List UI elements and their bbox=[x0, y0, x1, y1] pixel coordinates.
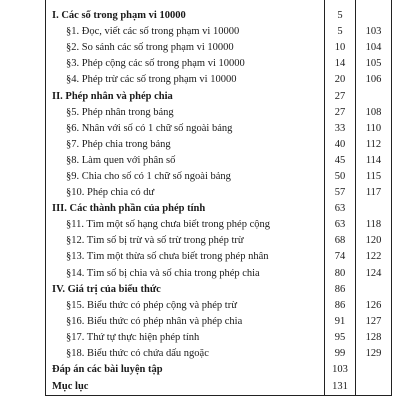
toc-page-number: 68 bbox=[325, 233, 356, 249]
toc-lesson-row bbox=[46, 153, 392, 169]
toc-answer-page-number: 124 bbox=[356, 266, 392, 282]
toc-page-number: 33 bbox=[325, 121, 356, 137]
toc-page-number: 5 bbox=[325, 8, 356, 24]
toc-entry-title: §11. Tìm một số hạng chưa biết trong phép cộng bbox=[46, 217, 325, 233]
toc-page-number: 91 bbox=[325, 314, 356, 330]
toc-page-number: 99 bbox=[325, 346, 356, 362]
toc-page-number: 27 bbox=[325, 105, 356, 121]
toc-section-row bbox=[46, 362, 392, 378]
toc-answer-page-number: 114 bbox=[356, 153, 392, 169]
table-of-contents bbox=[45, 0, 392, 396]
toc-gap-cell bbox=[46, 0, 325, 8]
toc-answer-page-number: 128 bbox=[356, 330, 392, 346]
toc-body bbox=[46, 0, 392, 396]
toc-entry-title: §14. Tìm số bị chia và số chia trong phép chia bbox=[46, 266, 325, 282]
toc-lesson-row bbox=[46, 72, 392, 88]
toc-entry-title: I. Các số trong phạm vi 10000 bbox=[46, 8, 325, 24]
toc-lesson-row bbox=[46, 185, 392, 201]
toc-answer-page-number: 112 bbox=[356, 137, 392, 153]
toc-entry-title: §8. Làm quen với phân số bbox=[46, 153, 325, 169]
toc-answer-page-number: 106 bbox=[356, 72, 392, 88]
toc-lesson-row bbox=[46, 217, 392, 233]
toc-answer-page-number: 110 bbox=[356, 121, 392, 137]
toc-page-number: 5 bbox=[325, 24, 356, 40]
toc-section-row bbox=[46, 88, 392, 104]
toc-entry-title: §6. Nhân với số có 1 chữ số ngoài bảng bbox=[46, 121, 325, 137]
toc-page-number: 40 bbox=[325, 137, 356, 153]
toc-section-row bbox=[46, 8, 392, 24]
toc-lesson-row bbox=[46, 121, 392, 137]
toc-gap-cell bbox=[325, 0, 356, 8]
toc-gap-cell bbox=[356, 0, 392, 8]
toc-entry-title: §15. Biểu thức có phép cộng và phép trừ bbox=[46, 298, 325, 314]
toc-entry-title: IV. Giá trị của biểu thức bbox=[46, 282, 325, 298]
toc-entry-title: §12. Tìm số bị trừ và số trừ trong phép trừ bbox=[46, 233, 325, 249]
toc-lesson-row bbox=[46, 56, 392, 72]
toc-answer-page-number: 122 bbox=[356, 249, 392, 265]
toc-answer-page-number: 127 bbox=[356, 314, 392, 330]
toc-answer-page-number bbox=[356, 8, 392, 24]
toc-page-number: 95 bbox=[325, 330, 356, 346]
toc-answer-page-number: 118 bbox=[356, 217, 392, 233]
toc-lesson-row bbox=[46, 266, 392, 282]
toc-lesson-row bbox=[46, 105, 392, 121]
toc-entry-title: §3. Phép cộng các số trong phạm vi 10000 bbox=[46, 56, 325, 72]
toc-section-row bbox=[46, 378, 392, 396]
toc-page-number: 10 bbox=[325, 40, 356, 56]
toc-lesson-row bbox=[46, 298, 392, 314]
toc-lesson-row bbox=[46, 330, 392, 346]
toc-page-number: 14 bbox=[325, 56, 356, 72]
toc-page-number: 80 bbox=[325, 266, 356, 282]
toc-answer-page-number bbox=[356, 201, 392, 217]
toc-page-number: 63 bbox=[325, 201, 356, 217]
toc-section-row bbox=[46, 201, 392, 217]
toc-entry-title: §13. Tìm một thừa số chưa biết trong phép nhân bbox=[46, 249, 325, 265]
toc-answer-page-number: 117 bbox=[356, 185, 392, 201]
toc-entry-title: §18. Biểu thức có chứa dấu ngoặc bbox=[46, 346, 325, 362]
toc-answer-page-number: 129 bbox=[356, 346, 392, 362]
toc-page-number: 86 bbox=[325, 282, 356, 298]
toc-entry-title: Đáp án các bài luyện tập bbox=[46, 362, 325, 378]
toc-answer-page-number: 105 bbox=[356, 56, 392, 72]
toc-entry-title: §2. So sánh các số trong phạm vi 10000 bbox=[46, 40, 325, 56]
toc-lesson-row bbox=[46, 169, 392, 185]
toc-lesson-row bbox=[46, 24, 392, 40]
toc-entry-title: §9. Chia cho số có 1 chữ số ngoài bảng bbox=[46, 169, 325, 185]
toc-lesson-row bbox=[46, 40, 392, 56]
toc-answer-page-number bbox=[356, 88, 392, 104]
toc-entry-title: §16. Biểu thức có phép nhân và phép chia bbox=[46, 314, 325, 330]
toc-lesson-row bbox=[46, 314, 392, 330]
toc-page-number: 45 bbox=[325, 153, 356, 169]
toc-entry-title: §17. Thứ tự thực hiện phép tính bbox=[46, 330, 325, 346]
toc-lesson-row bbox=[46, 137, 392, 153]
toc-entry-title: §1. Đọc, viết các số trong phạm vi 10000 bbox=[46, 24, 325, 40]
toc-page-number: 27 bbox=[325, 88, 356, 104]
toc-page-number: 57 bbox=[325, 185, 356, 201]
toc-answer-page-number: 104 bbox=[356, 40, 392, 56]
toc-page-number: 50 bbox=[325, 169, 356, 185]
toc-answer-page-number bbox=[356, 362, 392, 378]
toc-entry-title: §7. Phép chia trong bảng bbox=[46, 137, 325, 153]
toc-lesson-row bbox=[46, 346, 392, 362]
toc-page-number: 103 bbox=[325, 362, 356, 378]
toc-answer-page-number: 120 bbox=[356, 233, 392, 249]
toc-lesson-row bbox=[46, 249, 392, 265]
toc-top-gap bbox=[46, 0, 392, 8]
toc-lesson-row bbox=[46, 233, 392, 249]
toc-answer-page-number bbox=[356, 378, 392, 396]
toc-page-number: 86 bbox=[325, 298, 356, 314]
toc-page-number: 131 bbox=[325, 378, 356, 396]
toc-entry-title: §4. Phép trừ các số trong phạm vi 10000 bbox=[46, 72, 325, 88]
toc-answer-page-number bbox=[356, 282, 392, 298]
toc-answer-page-number: 103 bbox=[356, 24, 392, 40]
toc-section-row bbox=[46, 282, 392, 298]
toc-entry-title: §5. Phép nhân trong bảng bbox=[46, 105, 325, 121]
toc-page-number: 63 bbox=[325, 217, 356, 233]
toc-answer-page-number: 115 bbox=[356, 169, 392, 185]
toc-answer-page-number: 108 bbox=[356, 105, 392, 121]
toc-entry-title: II. Phép nhân và phép chia bbox=[46, 88, 325, 104]
toc-entry-title: §10. Phép chia có dư bbox=[46, 185, 325, 201]
toc-entry-title: III. Các thành phần của phép tính bbox=[46, 201, 325, 217]
toc-page-number: 20 bbox=[325, 72, 356, 88]
toc-entry-title: Mục lục bbox=[46, 378, 325, 396]
toc-answer-page-number: 126 bbox=[356, 298, 392, 314]
toc-page-number: 74 bbox=[325, 249, 356, 265]
